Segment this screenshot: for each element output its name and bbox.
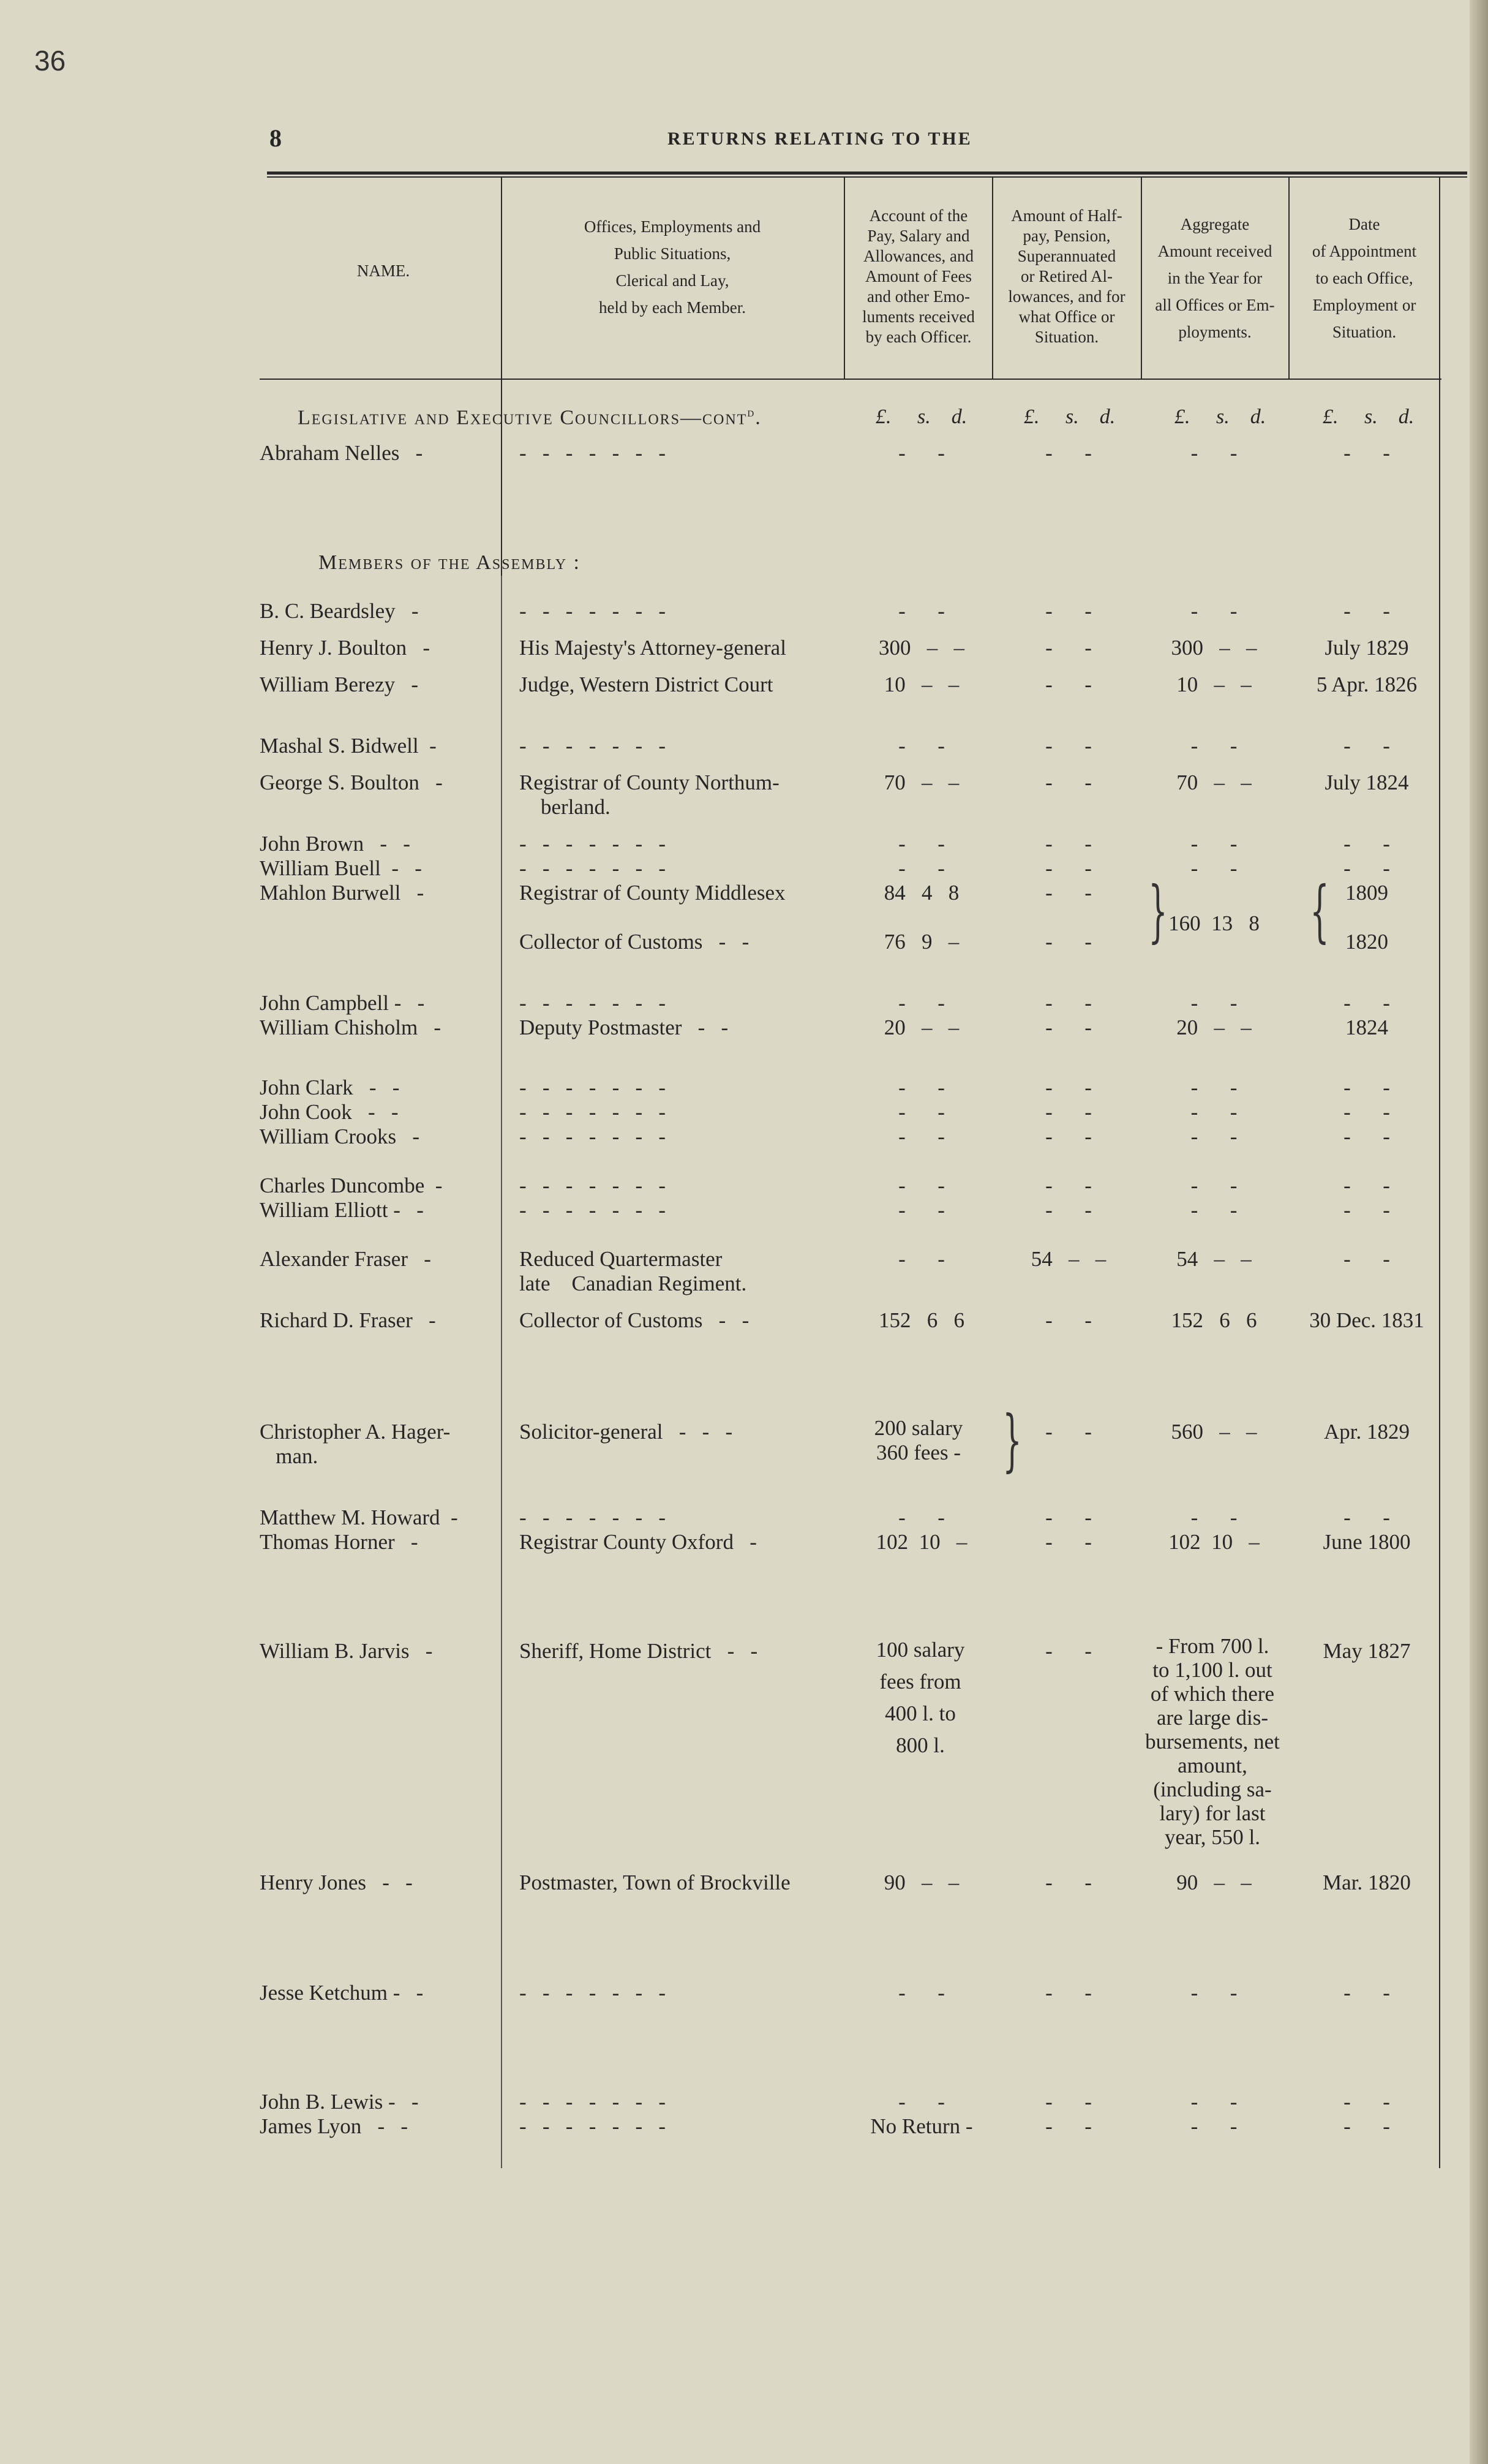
header-line: Amount of Fees	[865, 267, 972, 285]
member-name: William Berezy -	[260, 673, 419, 696]
header-name	[267, 257, 500, 284]
member-name: Jesse Ketchum - -	[260, 1981, 424, 2005]
office-cell: - - - - - - -	[519, 441, 666, 465]
header-bottom-rule	[260, 379, 1441, 380]
date-cell: - -	[1343, 1100, 1390, 1124]
aggregate-cell: 20 – –	[1176, 1015, 1252, 1039]
header-line: Date	[1348, 215, 1380, 233]
half-pay-cell: - -	[1045, 441, 1092, 465]
header-line: Offices, Employments and	[584, 217, 761, 236]
member-name: Richard D. Fraser -	[260, 1308, 436, 1332]
pay-brace: }	[1002, 1401, 1022, 1479]
office-cell: Collector of Customs - -	[519, 930, 750, 954]
header-line: Pay, Salary and	[867, 227, 970, 245]
date-cell: - -	[1343, 991, 1390, 1015]
member-name: William B. Jarvis -	[260, 1639, 433, 1663]
header-line: Superannuated	[1017, 247, 1116, 265]
aggregate-cell: - -	[1190, 1174, 1238, 1197]
header-line: and other Emo-	[867, 287, 970, 306]
column-divider	[501, 576, 502, 2168]
office-cell: - - - - - - -	[519, 1125, 666, 1148]
section-heading-assembly	[318, 551, 581, 575]
date-cell: - -	[1343, 1247, 1390, 1271]
header-name-text: NAME.	[356, 262, 410, 280]
pay-cell: 90 – –	[884, 1871, 960, 1894]
office-cell: - - - - - - -	[519, 1100, 666, 1124]
member-name: Mashal S. Bidwell -	[260, 734, 437, 758]
half-pay-cell: - -	[1045, 1076, 1092, 1099]
member-name: James Lyon - -	[260, 2114, 408, 2138]
date-cell: - -	[1343, 832, 1390, 856]
office-cell: - - - - - - -	[519, 1981, 666, 2005]
member-name: Henry J. Boulton -	[260, 636, 430, 660]
half-pay-cell: - -	[1045, 1530, 1092, 1554]
date-cell: July 1824	[1325, 770, 1409, 794]
half-pay-cell: - -	[1045, 832, 1092, 856]
header-date	[1290, 211, 1439, 345]
date-cell: - -	[1343, 2090, 1390, 2114]
pay-cell: 10 – –	[884, 673, 960, 696]
pay-cell: 200 salary 360 fees -	[874, 1416, 963, 1464]
aggregate-cell: - -	[1190, 599, 1238, 623]
header-line: all Offices or Em-	[1155, 296, 1275, 314]
date-cell: - -	[1343, 734, 1390, 758]
header-line: Public Situations,	[614, 244, 731, 263]
pay-cell: 100 salary fees from 400 l. to 800 l.	[876, 1638, 965, 1757]
top-rule-thin	[267, 176, 1467, 178]
half-pay-cell: - -	[1045, 1505, 1092, 1529]
pay-cell: 20 – –	[884, 1015, 960, 1039]
date-cell: 30 Dec. 1831	[1309, 1308, 1424, 1332]
member-name: Henry Jones - -	[260, 1871, 413, 1894]
pay-cell: - -	[898, 832, 945, 856]
date-cell: July 1829	[1325, 636, 1409, 660]
office-cell: Deputy Postmaster - -	[519, 1015, 729, 1039]
pay-cell: - -	[898, 1100, 945, 1124]
units-date: £. s. d.	[1323, 405, 1415, 428]
header-line: Account of the	[869, 206, 968, 225]
member-name: Matthew M. Howard -	[260, 1505, 458, 1529]
pay-cell: - -	[898, 1505, 945, 1529]
aggregate-cell: - -	[1190, 1100, 1238, 1124]
half-pay-cell: - -	[1045, 2090, 1092, 2114]
date-cell: Mar. 1820	[1323, 1871, 1411, 1894]
member-name: Thomas Horner -	[260, 1530, 418, 1554]
member-name: William Crooks -	[260, 1125, 420, 1148]
half-pay-cell: - -	[1045, 1015, 1092, 1039]
aggregate-cell: - -	[1190, 1125, 1238, 1148]
header-line: Employment or	[1312, 296, 1416, 314]
aggregate-cell: - -	[1190, 1981, 1238, 2005]
section-sup: d	[747, 404, 756, 420]
date-cell: - -	[1343, 1076, 1390, 1099]
office-cell: - - - - - - -	[519, 856, 666, 880]
pay-cell: - -	[898, 2090, 945, 2114]
half-pay-cell: - -	[1045, 1174, 1092, 1197]
office-cell: - - - - - - -	[519, 2090, 666, 2114]
header-half-pay	[993, 206, 1140, 347]
header-line: Aggregate	[1180, 215, 1250, 233]
office-cell: - - - - - - -	[519, 599, 666, 623]
aggregate-cell: - -	[1190, 2114, 1238, 2138]
office-cell: - - - - - - -	[519, 734, 666, 758]
office-cell: Collector of Customs - -	[519, 1308, 750, 1332]
aggregate-cell: 102 10 –	[1168, 1530, 1260, 1554]
half-pay-cell: - -	[1045, 1981, 1092, 2005]
units-pay: £. s. d.	[876, 405, 968, 428]
office-cell: - - - - - - -	[519, 1174, 666, 1197]
office-cell: - - - - - - -	[519, 1076, 666, 1099]
header-offices	[502, 213, 843, 321]
header-line: Situation.	[1034, 328, 1099, 346]
running-head: RETURNS RELATING TO THE	[667, 129, 972, 149]
half-pay-cell: - -	[1045, 599, 1092, 623]
member-name: William Buell - -	[260, 856, 422, 880]
aggregate-cell: - -	[1190, 441, 1238, 465]
half-pay-cell: - -	[1045, 636, 1092, 660]
half-pay-cell: - -	[1045, 770, 1092, 794]
date-cell: - -	[1343, 1125, 1390, 1148]
office-cell: His Majesty's Attorney-general	[519, 636, 786, 660]
pay-cell: - -	[898, 856, 945, 880]
half-pay-cell: - -	[1045, 991, 1092, 1015]
half-pay-cell: - -	[1045, 1198, 1092, 1222]
header-line: lowances, and for	[1008, 287, 1125, 306]
date-cell: - -	[1343, 1198, 1390, 1222]
office-cell: Reduced Quartermaster late Canadian Regiment.	[519, 1247, 747, 1295]
member-name: William Elliott - -	[260, 1198, 424, 1222]
header-line: what Office or	[1018, 307, 1115, 326]
section-text: Members of the Assembly :	[318, 551, 581, 574]
section-period: .	[755, 406, 762, 429]
header-line: pay, Pension,	[1023, 227, 1111, 245]
member-name: John Brown - -	[260, 832, 410, 856]
date-cell: 1824	[1345, 1015, 1388, 1039]
header-line: of Appointment	[1312, 242, 1417, 260]
aggregate-cell: - -	[1190, 734, 1238, 758]
office-cell: Judge, Western District Court	[519, 673, 773, 696]
header-line: Clerical and Lay,	[615, 271, 729, 290]
folio: 8	[269, 124, 282, 152]
pay-cell: - -	[898, 734, 945, 758]
header-pay	[845, 206, 992, 347]
header-line: Allowances, and	[863, 247, 974, 265]
pay-cell: - -	[898, 1125, 945, 1148]
pay-cell: No Return -	[870, 2114, 973, 2138]
member-name: Abraham Nelles -	[260, 441, 423, 465]
pay-cell: - -	[898, 1981, 945, 2005]
office-cell: - - - - - - -	[519, 991, 666, 1015]
office-cell: - - - - - - -	[519, 1505, 666, 1529]
section-heading-councillors	[298, 404, 762, 429]
office-cell: - - - - - - -	[519, 2114, 666, 2138]
date-brace: {	[1310, 872, 1329, 950]
date-cell: Apr. 1829	[1324, 1420, 1410, 1444]
date-cell: - -	[1343, 1981, 1390, 2005]
units-aggregate: £. s. d.	[1174, 405, 1266, 428]
section-text: Legislative and Executive Councillors—cont	[298, 406, 748, 429]
pay-cell: - -	[898, 991, 945, 1015]
pay-cell: - -	[898, 1198, 945, 1222]
aggregate-cell: - -	[1190, 1198, 1238, 1222]
scan-page-number: 36	[34, 45, 66, 77]
half-pay-cell: - -	[1045, 2114, 1092, 2138]
half-pay-cell: - -	[1045, 856, 1092, 880]
date-cell: - -	[1343, 441, 1390, 465]
header-line: Situation.	[1332, 323, 1397, 341]
aggregate-cell: 560 – –	[1171, 1420, 1257, 1444]
half-pay-cell: 54 – –	[1031, 1247, 1107, 1271]
header-line: held by each Member.	[599, 298, 746, 317]
aggregate-cell: - From 700 l. to 1,100 l. out of which there are large dis-bursements, net amount, (including sa-lary) for last year, 550 l.	[1145, 1634, 1280, 1849]
header-aggregate	[1142, 211, 1288, 345]
member-name: John B. Lewis - -	[260, 2090, 419, 2114]
units-half-pay: £. s. d.	[1024, 405, 1116, 428]
member-name: John Campbell - -	[260, 991, 425, 1015]
pay-cell: - -	[898, 1076, 945, 1099]
date-cell: 1820	[1345, 930, 1388, 954]
half-pay-cell: - -	[1045, 1308, 1092, 1332]
header-line: luments received	[862, 307, 975, 326]
aggregate-cell: 10 – –	[1176, 673, 1252, 696]
half-pay-cell: - -	[1045, 1871, 1092, 1894]
aggregate-cell: 70 – –	[1176, 770, 1252, 794]
office-cell: Postmaster, Town of Brockville	[519, 1871, 791, 1894]
aggregate-brace: }	[1148, 872, 1168, 950]
pay-cell: - -	[898, 441, 945, 465]
pay-cell: 102 10 –	[876, 1530, 968, 1554]
member-name: Charles Duncombe -	[260, 1174, 443, 1197]
member-name: B. C. Beardsley -	[260, 599, 419, 623]
column-divider	[1439, 178, 1440, 2168]
member-name: Mahlon Burwell -	[260, 881, 424, 905]
aggregate-cell: 160 13 8	[1168, 911, 1260, 935]
header-line: in the Year for	[1167, 269, 1263, 287]
member-name: George S. Boulton -	[260, 770, 443, 794]
member-name: Alexander Fraser -	[260, 1247, 431, 1271]
aggregate-cell: - -	[1190, 991, 1238, 1015]
date-cell: - -	[1343, 1505, 1390, 1529]
date-cell: - -	[1343, 2114, 1390, 2138]
date-cell: - -	[1343, 1174, 1390, 1197]
header-line: to each Office,	[1315, 269, 1413, 287]
office-cell: Registrar of County Northum- berland.	[519, 770, 780, 819]
aggregate-cell: - -	[1190, 832, 1238, 856]
pay-cell: 152 6 6	[879, 1308, 964, 1332]
header-line: ployments.	[1178, 323, 1252, 341]
date-cell: May 1827	[1323, 1639, 1411, 1663]
aggregate-cell: 90 – –	[1176, 1871, 1252, 1894]
office-cell: Sheriff, Home District - -	[519, 1639, 758, 1663]
date-cell: - -	[1343, 856, 1390, 880]
header-line: by each Officer.	[865, 328, 972, 346]
half-pay-cell: - -	[1045, 881, 1092, 905]
aggregate-cell: - -	[1190, 1076, 1238, 1099]
office-cell: Registrar of County Middlesex	[519, 881, 786, 905]
pay-cell: - -	[898, 599, 945, 623]
pay-cell: 84 4 8	[884, 881, 960, 905]
member-name: John Clark - -	[260, 1076, 400, 1099]
aggregate-cell: 152 6 6	[1171, 1308, 1257, 1332]
half-pay-cell: - -	[1045, 734, 1092, 758]
half-pay-cell: - -	[1045, 1100, 1092, 1124]
aggregate-cell: - -	[1190, 2090, 1238, 2114]
date-cell: 1809	[1345, 881, 1388, 905]
member-name: John Cook - -	[260, 1100, 399, 1124]
half-pay-cell: - -	[1045, 1125, 1092, 1148]
pay-cell: - -	[898, 1174, 945, 1197]
date-cell: June 1800	[1323, 1530, 1411, 1554]
aggregate-cell: 300 – –	[1171, 636, 1257, 660]
aggregate-cell: - -	[1190, 856, 1238, 880]
half-pay-cell: - -	[1045, 930, 1092, 954]
pay-cell: - -	[898, 1247, 945, 1271]
office-cell: - - - - - - -	[519, 832, 666, 856]
member-name: William Chisholm -	[260, 1015, 442, 1039]
top-rule	[267, 171, 1467, 175]
header-line: or Retired Al-	[1021, 267, 1113, 285]
half-pay-cell: - -	[1045, 1420, 1092, 1444]
aggregate-cell: - -	[1190, 1505, 1238, 1529]
office-cell: Registrar County Oxford -	[519, 1530, 757, 1554]
pay-cell: 300 – –	[879, 636, 964, 660]
header-line: Amount received	[1157, 242, 1272, 260]
date-cell: - -	[1343, 599, 1390, 623]
page-edge-shadow	[1470, 0, 1488, 2464]
aggregate-cell: 54 – –	[1176, 1247, 1252, 1271]
office-cell: - - - - - - -	[519, 1198, 666, 1222]
member-name: Christopher A. Hager- man.	[260, 1420, 451, 1468]
half-pay-cell: - -	[1045, 1639, 1092, 1663]
office-cell: Solicitor-general - - -	[519, 1420, 733, 1444]
pay-cell: 76 9 –	[884, 930, 960, 954]
pay-cell: 70 – –	[884, 770, 960, 794]
header-line: Amount of Half-	[1011, 206, 1122, 225]
date-cell: 5 Apr. 1826	[1316, 673, 1418, 696]
half-pay-cell: - -	[1045, 673, 1092, 696]
